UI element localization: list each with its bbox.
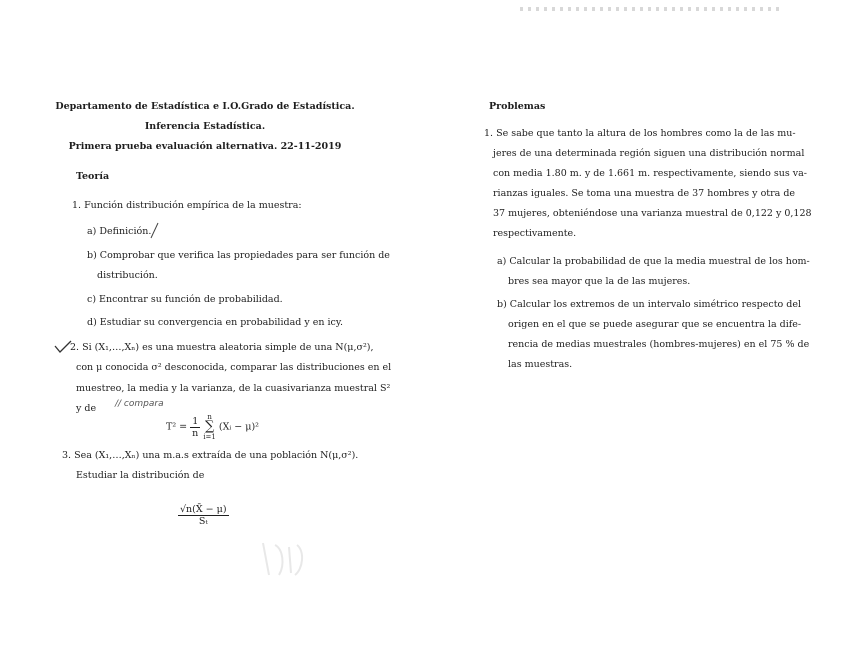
p1-line3: con media 1.80 m. y de 1.661 m. respectivamente, siendo sus va-	[493, 168, 807, 179]
q1-item-d: d) Estudiar su convergencia en probabilidad y en icy.	[87, 317, 343, 328]
q3-line2: Estudiar la distribución de	[76, 470, 205, 481]
p1-line6: respectivamente.	[493, 228, 577, 239]
formula-q3-numerator: √n(X̄ − μ)	[180, 504, 227, 515]
p1-item-b-line4: las muestras.	[508, 359, 573, 370]
header-course: Inferencia Estadística.	[144, 121, 266, 132]
check-mark-icon	[148, 222, 160, 240]
formula-term: (Xᵢ − μ)²	[218, 421, 259, 433]
formula-t-squared	[166, 413, 259, 441]
p1-item-a-line2: bres sea mayor que la de las mujeres.	[508, 276, 691, 287]
q1-item-b-line1: b) Comprobar que verifica las propiedades para ser función de	[87, 250, 390, 261]
formula-q3-fraction	[178, 504, 229, 527]
p1-item-b-line3: rencia de medias muestrales (hombres-mujeres) en el 75 % de	[508, 339, 810, 350]
header-exam: Primera prueba evaluación alternativa. 22-11-2019	[68, 141, 342, 152]
q1-item-b-line2: distribución.	[97, 270, 158, 281]
p1-line1: 1. Se sabe que tanto la altura de los hombres como la de las mu-	[484, 128, 796, 139]
q1-item-a: a) Definición.	[87, 226, 152, 237]
p1-item-a-line1: a) Calcular la probabilidad de que la media muestral de los hom-	[497, 256, 810, 267]
header-department: Departamento de Estadística e I.O.Grado de Estadística.	[55, 101, 355, 112]
q3-line1: 3. Sea (X₁,…,Xₙ) una m.a.s extraída de una población N(μ,σ²).	[62, 450, 359, 461]
p1-line5: 37 mujeres, obteniéndose una varianza muestral de 0,122 y 0,128	[493, 208, 812, 219]
formula-fraction	[190, 416, 200, 439]
q2-line3: muestreo, la media y la varianza, de la cuasivarianza muestral S²	[76, 383, 391, 394]
p1-item-b-line2: origen en el que se puede asegurar que se encuentra la dife-	[508, 319, 802, 330]
formula-sum	[203, 413, 216, 441]
sum-upper-limit: n	[207, 413, 212, 421]
p1-line4: rianzas iguales. Se toma una muestra de 37 hombres y otra de	[493, 188, 796, 199]
formula-q3	[178, 504, 229, 527]
q2-line2: con μ conocida σ² desconocida, comparar las distribuciones en el	[76, 362, 392, 373]
formula-numerator: 1	[190, 416, 200, 428]
q2-line1: 2. Si (X₁,…,Xₙ) es una muestra aleatoria simple de una N(μ,σ²),	[70, 342, 374, 353]
q2-line4: y de	[76, 403, 97, 414]
formula-lhs: T² =	[166, 421, 188, 433]
section-problems: Problemas	[489, 101, 546, 112]
p1-item-b-line1: b) Calcular los extremos de un intervalo simétrico respecto del	[497, 299, 802, 310]
sum-symbol: ∑	[204, 419, 215, 434]
formula-denominator: n	[192, 427, 199, 439]
bleed-through-mark	[255, 535, 315, 585]
q1-item-c: c) Encontrar su función de probabilidad.	[87, 294, 283, 305]
sum-lower-limit: i=1	[203, 433, 216, 441]
section-theory: Teoría	[76, 171, 110, 182]
p1-line2: jeres de una determinada región siguen una distribución normal	[493, 148, 805, 159]
q1-intro: 1. Función distribución empírica de la muestra:	[72, 200, 302, 211]
right-page	[440, 0, 848, 660]
formula-q3-denominator: Sₜ	[198, 516, 208, 527]
handwritten-note: // compara	[115, 399, 164, 409]
